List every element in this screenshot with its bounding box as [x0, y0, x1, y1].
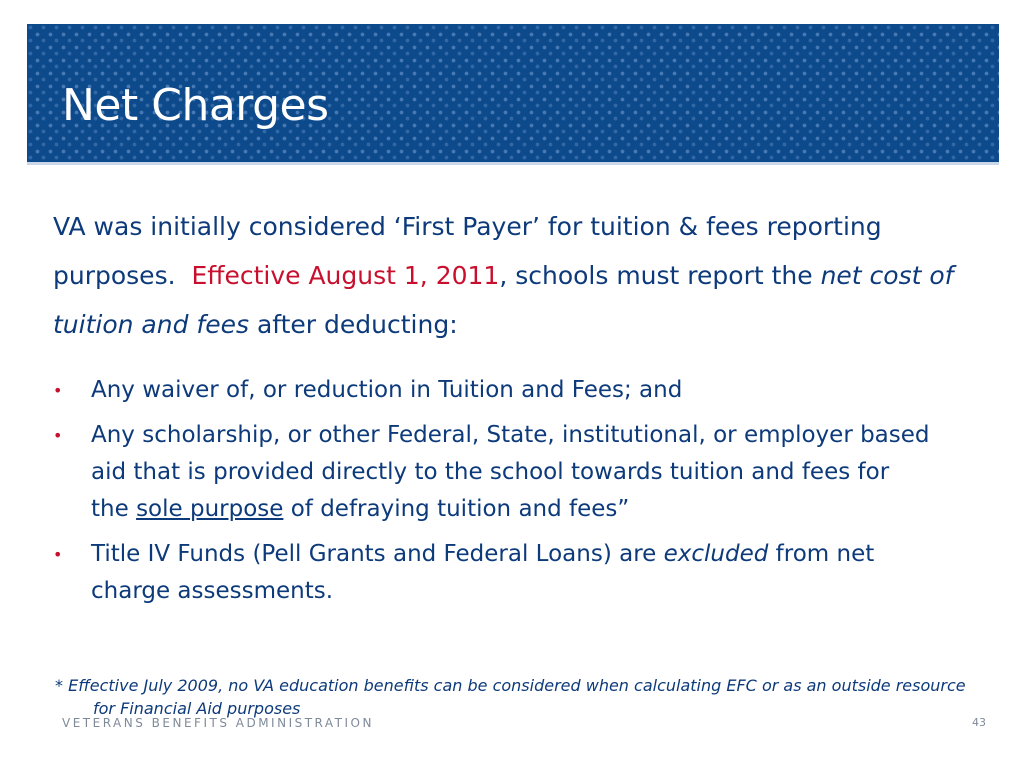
footnote: * Effective July 2009, no VA education benefits can be considered when calculating EFC or as an outside resource for Financial Aid purposes [55, 676, 966, 718]
intro-text-1: VA was initially considered ‘First Payer’ for tuition & fees reporting purposes. [53, 212, 882, 290]
banner-divider [27, 162, 999, 165]
emphasis-text: excluded [663, 541, 769, 567]
bullet-item [53, 536, 933, 610]
intro-emphasis: net cost of tuition and fees [53, 261, 954, 339]
bullet-text: Any scholarship, or other Federal, State, institutional, or employer based aid that is provided directly to the school towards tuition and fees for the [91, 422, 930, 522]
bullet-icon: • [53, 545, 63, 564]
bullet-text: Any waiver of, or reduction in Tuition and Fees; and [91, 377, 683, 403]
bullet-item [53, 372, 933, 409]
slide-title: Net Charges [62, 80, 329, 131]
intro-paragraph [53, 202, 973, 349]
bullet-icon: • [53, 426, 63, 445]
intro-text-3: after deducting: [249, 310, 458, 339]
footer-organization: VETERANS BENEFITS ADMINISTRATION [62, 716, 374, 730]
bullet-text: from net charge assessments. [91, 541, 875, 604]
effective-date: Effective August 1, 2011 [191, 261, 500, 290]
bullet-text: of defraying tuition and fees” [283, 496, 630, 522]
page-number: 43 [972, 716, 986, 729]
underlined-text: sole purpose [136, 496, 284, 522]
bullet-list [53, 372, 933, 618]
bullet-icon: • [53, 381, 63, 400]
bullet-text: Title IV Funds (Pell Grants and Federal Loans) are [91, 541, 664, 567]
intro-text-2: , schools must report the [499, 261, 821, 290]
bullet-item [53, 417, 933, 528]
